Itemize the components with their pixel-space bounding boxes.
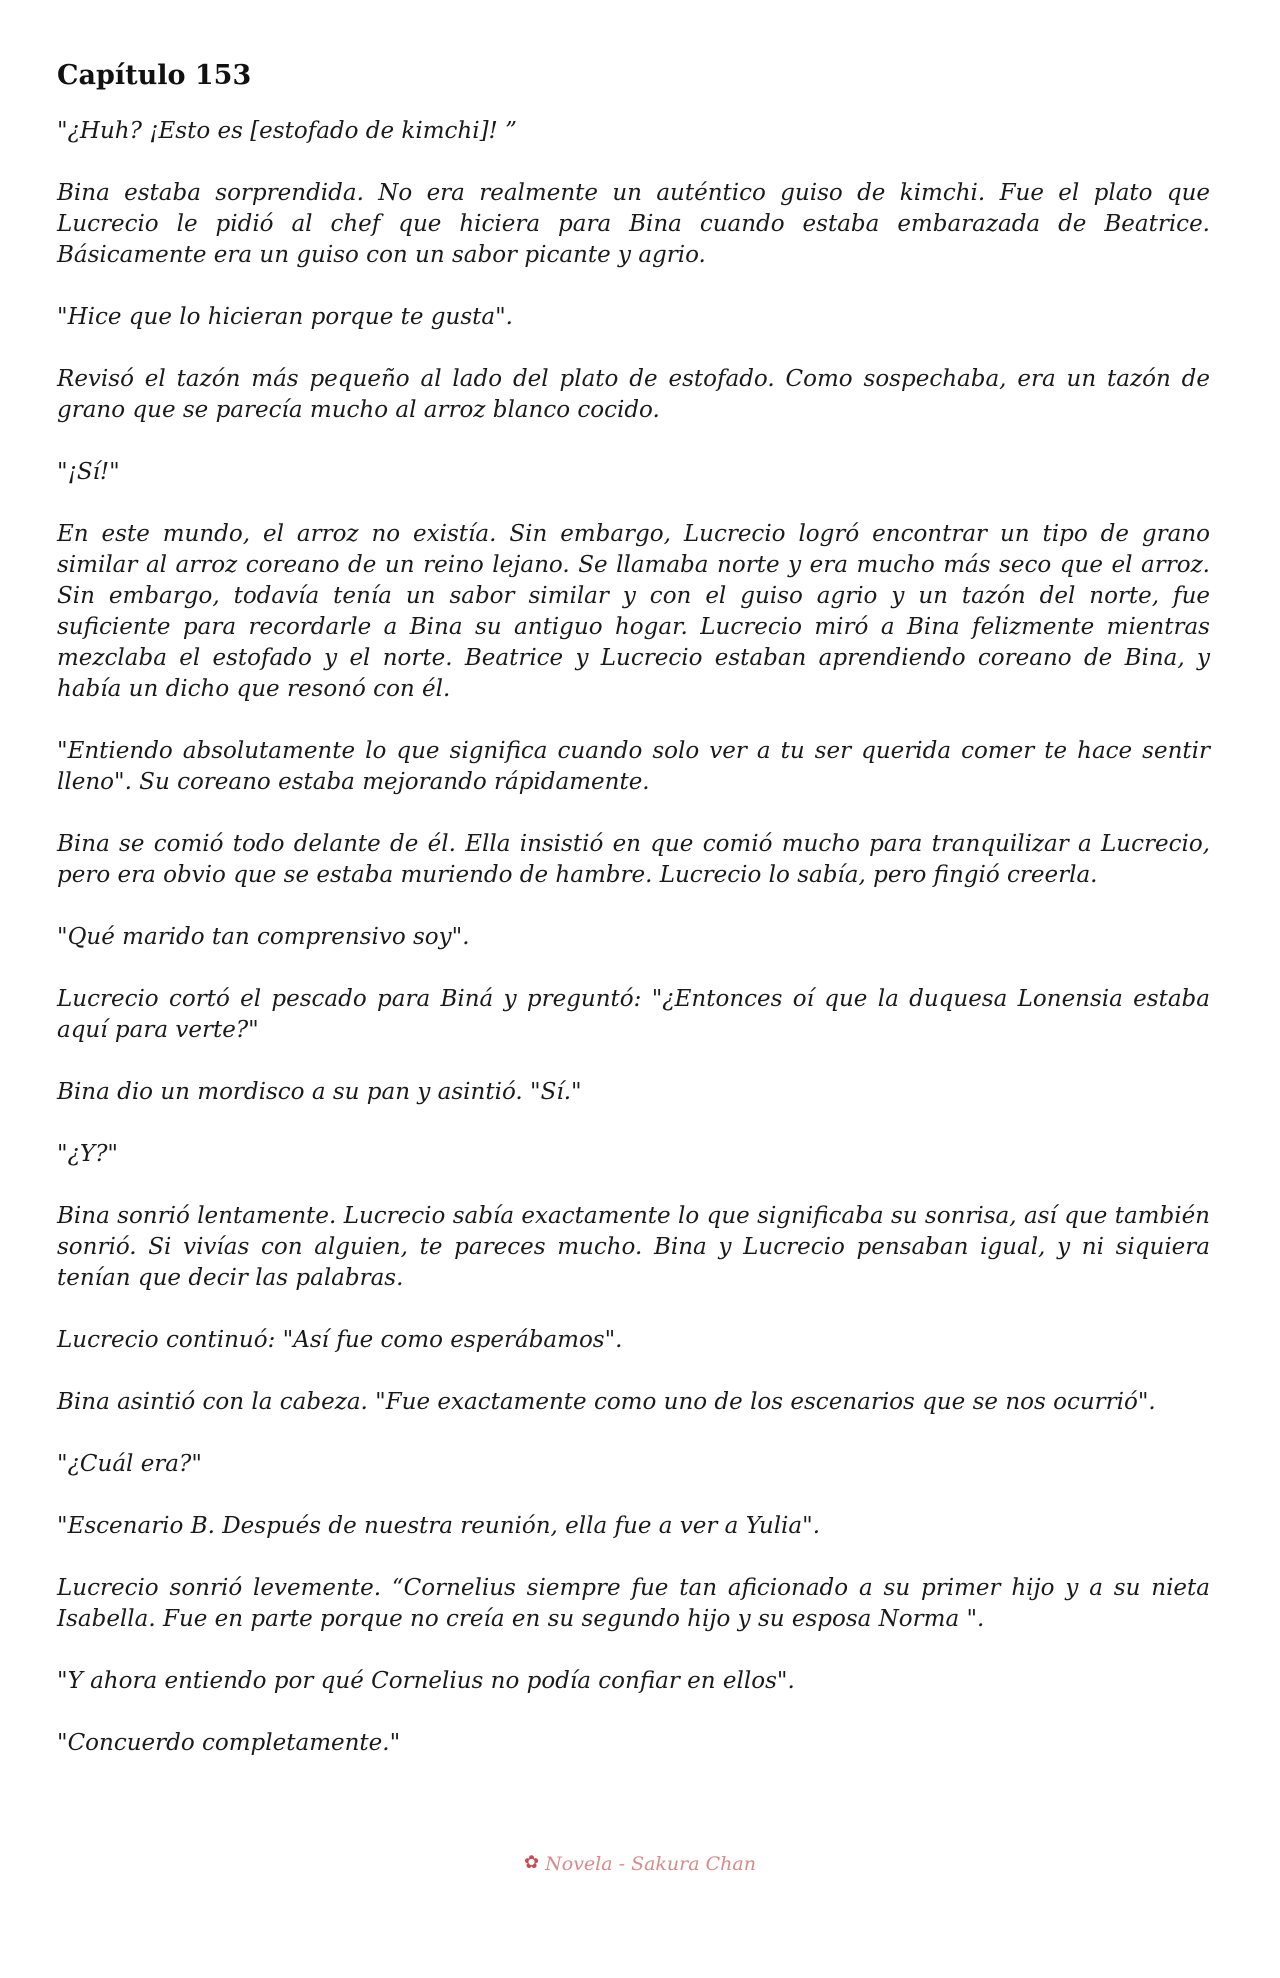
paragraph-4: Revisó el tazón más pequeño al lado del plato de estofado. Como sospechaba, era un tazón de grano que se parecía mucho al arroz blanco cocido. — [57, 366, 1210, 423]
paragraph-20: "Concuerdo completamente." — [57, 1730, 401, 1756]
footer-watermark — [0, 1852, 1280, 1875]
chapter-page — [57, 56, 1210, 1790]
paragraph-19: "Y ahora entiendo por qué Cornelius no podía confiar en ellos". — [57, 1668, 795, 1694]
sakura-blossom-icon: ✿ — [524, 1852, 540, 1873]
paragraph-13: Bina sonrió lentamente. Lucrecio sabía exactamente lo que significaba su sonrisa, así que también sonrió. Si vivías con alguien, te pareces mucho. Bina y Lucrecio pensaban igual, y ni siquiera tenían que decir las palabras. — [57, 1203, 1210, 1291]
paragraph-9: "Qué marido tan comprensivo soy". — [57, 924, 470, 950]
paragraph-18: Lucrecio sonrió levemente. “Cornelius siempre fue tan aficionado a su primer hijo y a su nieta Isabella. Fue en parte porque no creía en su segundo hijo y su esposa Norma ". — [57, 1575, 1210, 1632]
paragraph-1: "¿Huh? ¡Esto es [estofado de kimchi]! ” — [57, 118, 517, 144]
paragraph-12: "¿Y?" — [57, 1141, 119, 1167]
paragraph-8: Bina se comió todo delante de él. Ella insistió en que comió mucho para tranquilizar a Lucrecio, pero era obvio que se estaba muriendo de hambre. Lucrecio lo sabía, pero fingió creerla. — [57, 831, 1210, 888]
paragraph-15: Bina asintió con la cabeza. "Fue exactamente como uno de los escenarios que se nos ocurrió". — [57, 1389, 1156, 1415]
paragraph-11: Bina dio un mordisco a su pan y asintió. "Sí." — [57, 1079, 582, 1105]
paragraph-3: "Hice que lo hicieran porque te gusta". — [57, 304, 513, 330]
paragraph-17: "Escenario B. Después de nuestra reunión, ella fue a ver a Yulia". — [57, 1513, 821, 1539]
paragraph-5: "¡Sí!" — [57, 459, 120, 485]
paragraph-7: "Entiendo absolutamente lo que significa cuando solo ver a tu ser querida comer te hace sentir lleno". Su coreano estaba mejorando rápidamente. — [57, 738, 1210, 795]
paragraph-2: Bina estaba sorprendida. No era realmente un auténtico guiso de kimchi. Fue el plato que Lucrecio le pidió al chef que hiciera para Bina cuando estaba embarazada de Beatrice. Básicamente era un guiso con un sabor picante y agrio. — [57, 180, 1210, 268]
paragraph-16: "¿Cuál era?" — [57, 1451, 202, 1477]
footer-text: Novela - Sakura Chan — [545, 1853, 756, 1875]
chapter-title: Capítulo 153 — [57, 60, 252, 91]
paragraph-14: Lucrecio continuó: "Así fue como esperábamos". — [57, 1327, 623, 1353]
paragraph-10: Lucrecio cortó el pescado para Biná y preguntó: "¿Entonces oí que la duquesa Lonensia estaba aquí para verte?" — [57, 986, 1210, 1043]
paragraph-6: En este mundo, el arroz no existía. Sin embargo, Lucrecio logró encontrar un tipo de grano similar al arroz coreano de un reino lejano. Se llamaba norte y era mucho más seco que el arroz. Sin embargo, todavía tenía un sabor similar y con el guiso agrio y un tazón del norte, fue suficiente para recordarle a Bina su antiguo hogar. Lucrecio miró a Bina felizmente mientras mezclaba el estofado y el norte. Beatrice y Lucrecio estaban aprendiendo coreano de Bina, y había un dicho que resonó con él. — [57, 521, 1210, 702]
